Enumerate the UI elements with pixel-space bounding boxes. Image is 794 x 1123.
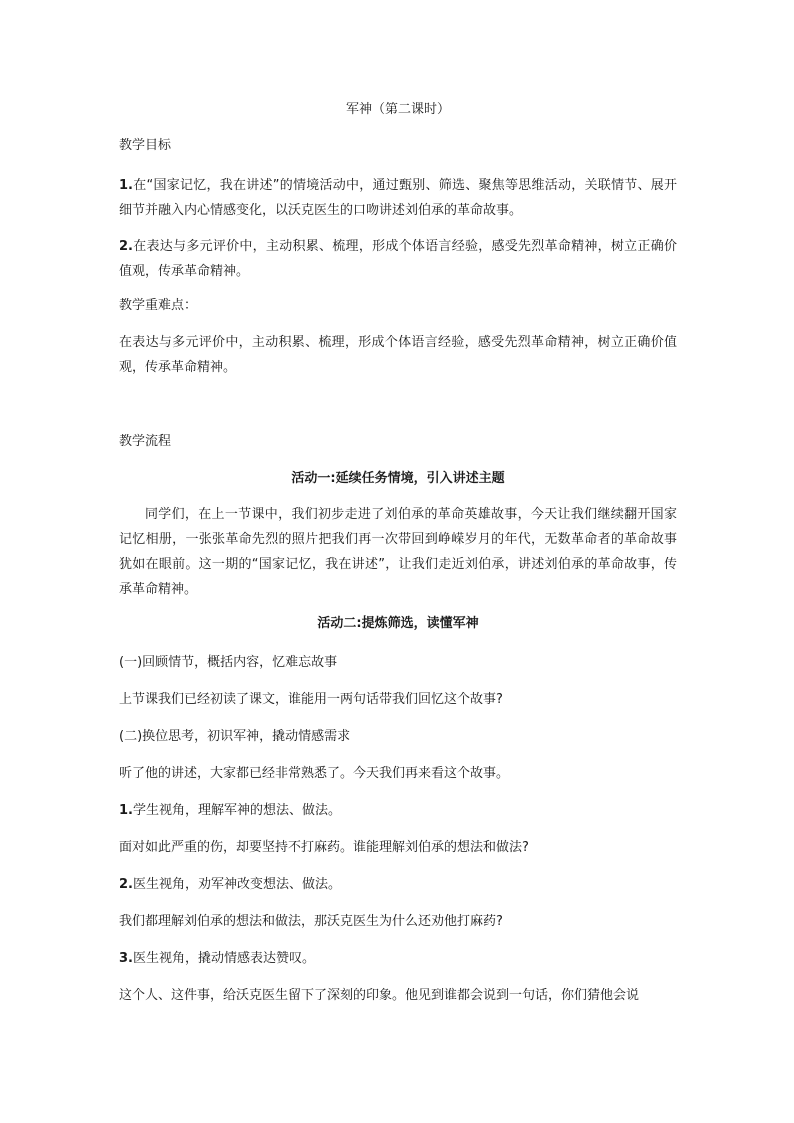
point-text: 医生视角，劝军神改变想法、做法。 bbox=[132, 877, 341, 892]
section-heading-keypoints: 教学重难点： bbox=[119, 298, 198, 313]
activity-2-title: 活动二:提炼筛选，读懂军神 bbox=[317, 616, 479, 631]
subsection-1-text: 上节课我们已经初读了课文，谁能用一两句话带我们回忆这个故事? bbox=[119, 692, 503, 707]
point-1-text: 面对如此严重的伤，却要坚持不打麻药。谁能理解刘伯承的想法和做法? bbox=[119, 840, 529, 855]
point-text: 学生视角，理解军神的想法、做法。 bbox=[132, 803, 341, 818]
goal-item-1 bbox=[119, 173, 677, 223]
subsection-1-heading: (一)回顾情节，概括内容，忆难忘故事 bbox=[119, 655, 338, 670]
subsection-2-text: 听了他的讲述，大家都已经非常熟悉了。今天我们再来看这个故事。 bbox=[119, 766, 510, 781]
keypoints-text: 在表达与多元评价中，主动积累、梳理，形成个体语言经验，感受先烈革命精神，树立正确价值观，传承革命精神。 bbox=[119, 335, 677, 375]
point-text: 医生视角，撬动情感表达赞叹。 bbox=[132, 951, 315, 966]
activity-1-title: 活动一:延续任务情境，引入讲述主题 bbox=[291, 471, 505, 486]
point-number: 2. bbox=[119, 877, 133, 892]
section-heading-process: 教学流程 bbox=[119, 434, 172, 449]
goal-number: 2. bbox=[119, 239, 133, 254]
activity-1-text: 同学们，在上一节课中，我们初步走进了刘伯承的革命英雄故事，今天让我们继续翻开国家记忆相册，一张张革命先烈的照片把我们再一次带回到峥嵘岁月的年代，无数革命者的革命故事犹如在眼前。这一期的“国家记忆，我在讲述”，让我们走近刘伯承，讲述刘伯承的革命故事，传承革命精神。 bbox=[119, 507, 677, 597]
subsection-2-heading: (二)换位思考，初识军神，撬动情感需求 bbox=[119, 729, 351, 744]
document-title: 军神（第二课时） bbox=[345, 102, 450, 117]
goal-item-2 bbox=[119, 234, 677, 284]
point-number: 3. bbox=[119, 951, 133, 966]
point-number: 1. bbox=[119, 803, 133, 818]
goal-text: 在“国家记忆，我在讲述”的情境活动中，通过甄别、筛选、聚焦等思维活动，关联情节、展开细节并融入内心情感变化，以沃克医生的口吻讲述刘伯承的革命故事。 bbox=[119, 178, 677, 218]
point-2-text: 我们都理解刘伯承的想法和做法，那沃克医生为什么还劝他打麻药? bbox=[119, 914, 503, 929]
point-item-2 bbox=[119, 873, 677, 896]
point-item-3 bbox=[119, 947, 677, 970]
goal-text: 在表达与多元评价中，主动积累、梳理，形成个体语言经验，感受先烈革命精神，树立正确价值观，传承革命精神。 bbox=[119, 239, 677, 279]
section-heading-goals: 教学目标 bbox=[119, 138, 172, 153]
goal-number: 1. bbox=[119, 178, 133, 193]
point-item-1 bbox=[119, 799, 677, 822]
point-3-text: 这个人、这件事，给沃克医生留下了深刻的印象。他见到谁都会说到一句话，你们猜他会说 bbox=[119, 988, 640, 1003]
